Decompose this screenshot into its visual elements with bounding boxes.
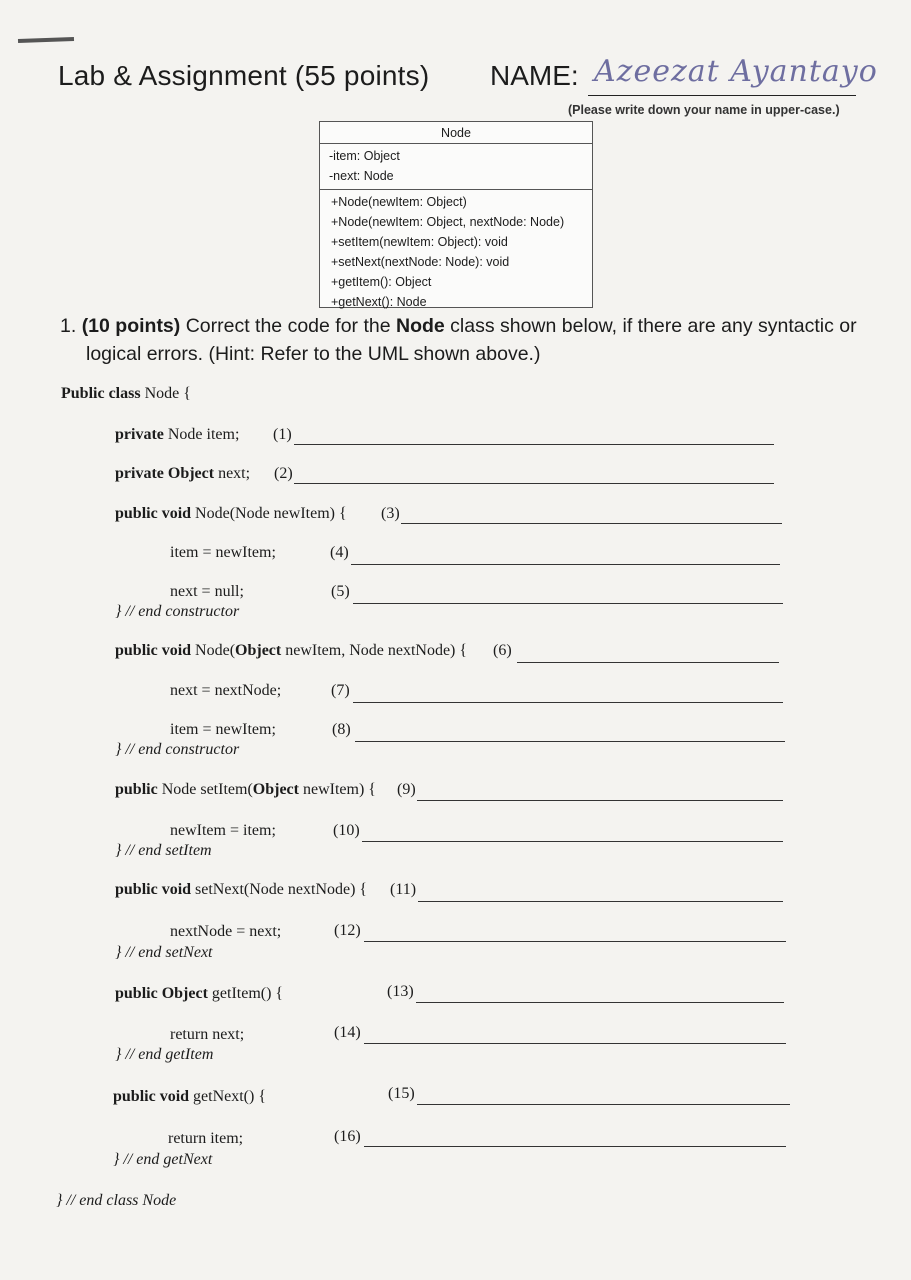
code-text: Node(Node newItem) { <box>191 505 347 522</box>
code-keyword: private Object <box>115 465 215 482</box>
name-line[interactable] <box>588 95 856 96</box>
answer-line-8[interactable] <box>355 741 785 742</box>
code-keyword: Object <box>235 642 282 659</box>
name-label: NAME: <box>490 60 579 91</box>
uml-class-diagram <box>319 121 593 308</box>
answer-line-7[interactable] <box>353 702 783 703</box>
code-keyword: Object <box>252 781 299 798</box>
code-keyword: Public class <box>61 385 141 402</box>
end-getitem-comment: } // end getItem <box>115 1046 214 1063</box>
uml-operation: +getNext(): Node <box>331 295 427 309</box>
answer-line-16[interactable] <box>364 1146 786 1147</box>
blank-label-4: (4) <box>330 544 349 561</box>
code-text: Node( <box>191 642 236 659</box>
question-text: class shown below, if there are any syntactic or <box>444 315 857 337</box>
code-line-15 <box>113 1088 266 1106</box>
class-declaration <box>61 385 191 403</box>
uml-operation: +setItem(newItem: Object): void <box>331 235 508 249</box>
code-line-13 <box>115 985 283 1003</box>
end-setitem-comment: } // end setItem <box>115 842 212 859</box>
blank-label-11: (11) <box>390 881 417 898</box>
pen-mark <box>18 37 74 43</box>
code-text: getItem() { <box>207 985 284 1002</box>
uml-operation: +setNext(nextNode: Node): void <box>331 255 510 269</box>
code-keyword: public Object <box>115 985 208 1002</box>
answer-line-1[interactable] <box>294 444 774 445</box>
uml-operation: +Node(newItem: Object) <box>331 195 467 209</box>
uml-operation: +getItem(): Object <box>331 275 432 289</box>
code-line-10: newItem = item; <box>170 822 276 839</box>
code-text: newItem, Node nextNode) { <box>281 642 468 659</box>
code-keyword: private <box>115 426 164 443</box>
answer-line-3[interactable] <box>401 523 782 524</box>
code-text: Node item; <box>163 426 240 443</box>
code-line-5: next = null; <box>170 583 244 600</box>
end-setnext-comment: } // end setNext <box>115 944 213 961</box>
end-getnext-comment: } // end getNext <box>113 1151 213 1168</box>
end-class-comment: } // end class Node <box>56 1192 177 1209</box>
handwritten-name: Azeezat Ayantayo <box>594 54 878 89</box>
uml-operations <box>320 190 592 312</box>
code-line-16: return item; <box>168 1130 244 1147</box>
answer-line-4[interactable] <box>351 564 780 565</box>
code-line-2 <box>115 465 250 483</box>
code-text: newItem) { <box>298 781 376 798</box>
answer-line-2[interactable] <box>294 483 774 484</box>
blank-label-13: (13) <box>387 983 414 1000</box>
blank-label-12: (12) <box>334 922 361 939</box>
uml-attribute: -next: Node <box>329 169 394 183</box>
blank-label-15: (15) <box>388 1085 415 1102</box>
blank-label-5: (5) <box>331 583 350 600</box>
code-text: Node { <box>140 385 191 402</box>
blank-label-1: (1) <box>273 426 292 443</box>
code-line-12: nextNode = next; <box>170 923 282 940</box>
blank-label-14: (14) <box>334 1024 361 1041</box>
code-keyword: public void <box>115 642 192 659</box>
code-line-6 <box>115 642 467 660</box>
answer-line-6[interactable] <box>517 662 779 663</box>
blank-label-7: (7) <box>331 682 350 699</box>
question-text: Correct the code for the <box>180 315 396 337</box>
blank-label-16: (16) <box>334 1128 361 1145</box>
end-constructor-comment: } // end constructor <box>115 603 240 620</box>
blank-label-3: (3) <box>381 505 400 522</box>
answer-line-14[interactable] <box>364 1043 786 1044</box>
code-keyword: public void <box>113 1088 190 1105</box>
code-keyword: public <box>115 781 158 798</box>
code-line-9 <box>115 781 376 799</box>
code-text: getNext() { <box>189 1088 267 1105</box>
name-hint: (Please write down your name in upper-case.) <box>568 103 840 117</box>
uml-operation: +Node(newItem: Object, nextNode: Node) <box>331 215 565 229</box>
blank-label-6: (6) <box>493 642 512 659</box>
code-line-1 <box>115 426 239 444</box>
code-text: next; <box>214 465 251 482</box>
question-hint: logical errors. (Hint: Refer to the UML shown above.) <box>86 343 541 365</box>
answer-line-11[interactable] <box>418 901 783 902</box>
uml-class-name: Node <box>320 122 592 144</box>
answer-line-10[interactable] <box>362 841 783 842</box>
blank-label-10: (10) <box>333 822 360 839</box>
answer-line-5[interactable] <box>353 603 783 604</box>
code-keyword: public void <box>115 881 192 898</box>
code-line-3 <box>115 505 347 523</box>
page-title: Lab & Assignment (55 points) <box>58 60 430 91</box>
code-line-14: return next; <box>170 1026 245 1043</box>
uml-attributes <box>320 144 592 190</box>
end-constructor-comment-2: } // end constructor <box>115 741 240 758</box>
blank-label-2: (2) <box>274 465 293 482</box>
code-line-7: next = nextNode; <box>170 682 282 699</box>
code-line-4: item = newItem; <box>170 544 276 561</box>
answer-line-13[interactable] <box>416 1002 784 1003</box>
code-line-8: item = newItem; <box>170 721 276 738</box>
code-text: Node setItem( <box>157 781 253 798</box>
blank-label-9: (9) <box>397 781 416 798</box>
question-class-name: Node <box>395 315 445 337</box>
answer-line-12[interactable] <box>364 941 786 942</box>
code-line-11 <box>115 881 367 899</box>
code-text: setNext(Node nextNode) { <box>191 881 368 898</box>
question-prompt <box>60 312 860 368</box>
answer-line-15[interactable] <box>417 1104 790 1105</box>
code-keyword: public void <box>115 505 192 522</box>
question-number: 1. <box>60 315 77 337</box>
uml-attribute: -item: Object <box>329 149 400 163</box>
answer-line-9[interactable] <box>417 800 783 801</box>
blank-label-8: (8) <box>332 721 351 738</box>
question-points: (10 points) <box>81 315 181 337</box>
